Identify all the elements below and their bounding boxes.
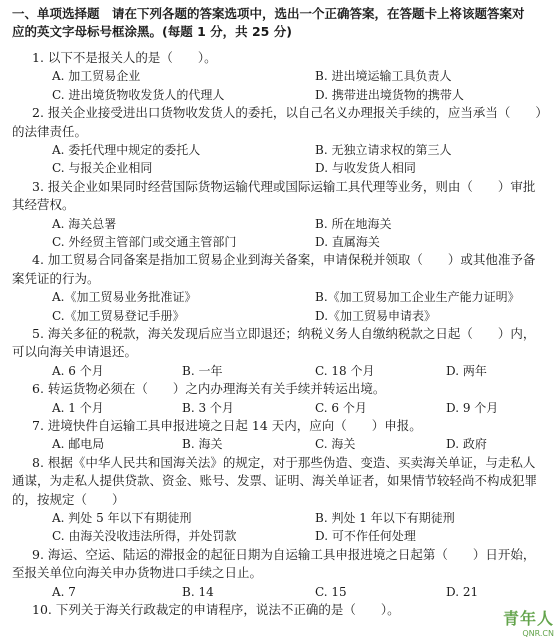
question-8-option-d: D. 可不作任何处理 <box>315 529 416 544</box>
question-8-option-c: C. 由海关没收违法所得，并处罚款 <box>52 529 237 544</box>
question-6-option-d: D. 9 个月 <box>446 400 499 415</box>
question-5-stem-line: 5. 海关多征的税款，海关发现后应当立即退还；纳税义务人自缴纳税款之日起（ ）内， <box>32 326 536 341</box>
question-3-stem-line: 3. 报关企业如果同时经营国际货物运输代理或国际运输工具代理等业务，则由（ ）审批 <box>32 178 536 194</box>
question-8-stem-line: 通谋，为走私人提供贷款、资金、账号、发票、证明、海关单证者，如果情节较轻尚不构成犯罪 <box>12 473 538 489</box>
question-9-stem-line: 9. 海运、空运、陆运的滞报金的起征日期为自运输工具申报进境之日起第（ ）日开始， <box>32 546 536 562</box>
question-2-option-a: A. 委托代理中规定的委托人 <box>52 143 201 157</box>
question-8-option-a: A. 判处 5 年以下有期徒刑 <box>52 511 192 525</box>
question-2-stem-line: 的法律责任。 <box>12 123 88 139</box>
question-3-option-b: B. 所在地海关 <box>315 216 392 231</box>
question-1-option-c: C. 进出境货物收发货人的代理人 <box>52 87 225 102</box>
question-3-stem-line: 其经营权。 <box>12 197 75 213</box>
question-1-option-b: B. 进出境运输工具负责人 <box>315 69 452 84</box>
question-7-option-a: A. 邮电局 <box>52 437 105 452</box>
question-6-option-b: B. 3 个月 <box>182 400 234 415</box>
question-9-stem-line: 至报关单位向海关申办货物进口手续之日止。 <box>12 565 263 581</box>
question-3-option-a: A. 海关总署 <box>52 216 117 231</box>
question-7-option-d: D. 政府 <box>446 437 487 452</box>
question-4-option-d: D.《加工贸易申请表》 <box>315 308 437 323</box>
question-4-stem-line: 4. 加工贸易合同备案是指加工贸易企业到海关备案，申请保税并领取（ ）或其他准予备 <box>32 252 536 268</box>
watermark-url: QNR.CN <box>522 629 554 638</box>
question-3-option-d: D. 直属海关 <box>315 235 380 249</box>
watermark-logo-text: 青年人 <box>502 609 554 628</box>
question-5-option-c: C. 18 个月 <box>315 363 375 378</box>
question-9-option-a: A. 7 <box>52 584 76 599</box>
question-8-stem-line: 的，按规定（ ） <box>12 491 125 507</box>
site-watermark <box>503 606 554 638</box>
question-3-option-c: C. 外经贸主管部门或交通主管部门 <box>52 235 237 249</box>
question-2-option-d: D. 与收发货人相同 <box>315 161 416 176</box>
section-header-line-2: 应的英文字母标号框涂黑。(每题 1 分，共 25 分) <box>12 24 292 39</box>
question-6-option-a: A. 1 个月 <box>52 400 104 415</box>
question-4-stem-line: 案凭证的行为。 <box>12 270 100 286</box>
question-2-option-c: C. 与报关企业相同 <box>52 161 153 176</box>
question-2-option-b: B. 无独立请求权的第三人 <box>315 143 452 157</box>
question-8-stem-line: 8. 根据《中华人民共和国海关法》的规定，对于那些伪造、变造、买卖海关单证，与走私人 <box>32 454 536 470</box>
question-9-option-c: C. 15 <box>315 584 347 599</box>
question-5-option-d: D. 两年 <box>446 363 487 378</box>
question-10-stem-line: 10. 下列关于海关行政裁定的申请程序，说法不正确的是（ ）。 <box>32 602 400 617</box>
question-1-option-a: A. 加工贸易企业 <box>52 69 141 84</box>
question-7-stem-line: 7. 进境快件自运输工具申报进境之日起 14 天内，应向（ ）申报。 <box>32 418 422 433</box>
question-8-option-b: B. 判处 1 年以下有期徒刑 <box>315 511 455 525</box>
question-9-option-b: B. 14 <box>182 584 214 599</box>
question-5-stem-line: 可以向海关申请退还。 <box>12 344 138 360</box>
question-9-option-d: D. 21 <box>446 584 479 599</box>
question-6-option-c: C. 6 个月 <box>315 400 367 415</box>
question-7-option-c: C. 海关 <box>315 437 356 452</box>
question-5-option-a: A. 6 个月 <box>52 363 104 378</box>
question-4-option-a: A.《加工贸易业务批准证》 <box>52 290 197 305</box>
question-5-option-b: B. 一年 <box>182 363 223 378</box>
question-4-option-c: C.《加工贸易登记手册》 <box>52 308 185 323</box>
question-2-stem-line: 2. 报关企业接受进出口货物收发货人的委托，以自己名义办理报关手续的，应当承当（ ） <box>32 105 548 121</box>
question-1-stem-line: 1. 以下不是报关人的是（ ）。 <box>32 50 217 65</box>
question-4-option-b: B.《加工贸易加工企业生产能力证明》 <box>315 290 520 305</box>
question-1-option-d: D. 携带进出境货物的携带人 <box>315 87 464 102</box>
question-7-option-b: B. 海关 <box>182 437 223 452</box>
question-6-stem-line: 6. 转运货物必须在（ ）之内办理海关有关手续并转运出境。 <box>32 381 386 397</box>
section-header-line-1: 一、单项选择题 请在下列各题的答案选项中，选出一个正确答案，在答题卡上将该题答案对 <box>12 6 525 21</box>
